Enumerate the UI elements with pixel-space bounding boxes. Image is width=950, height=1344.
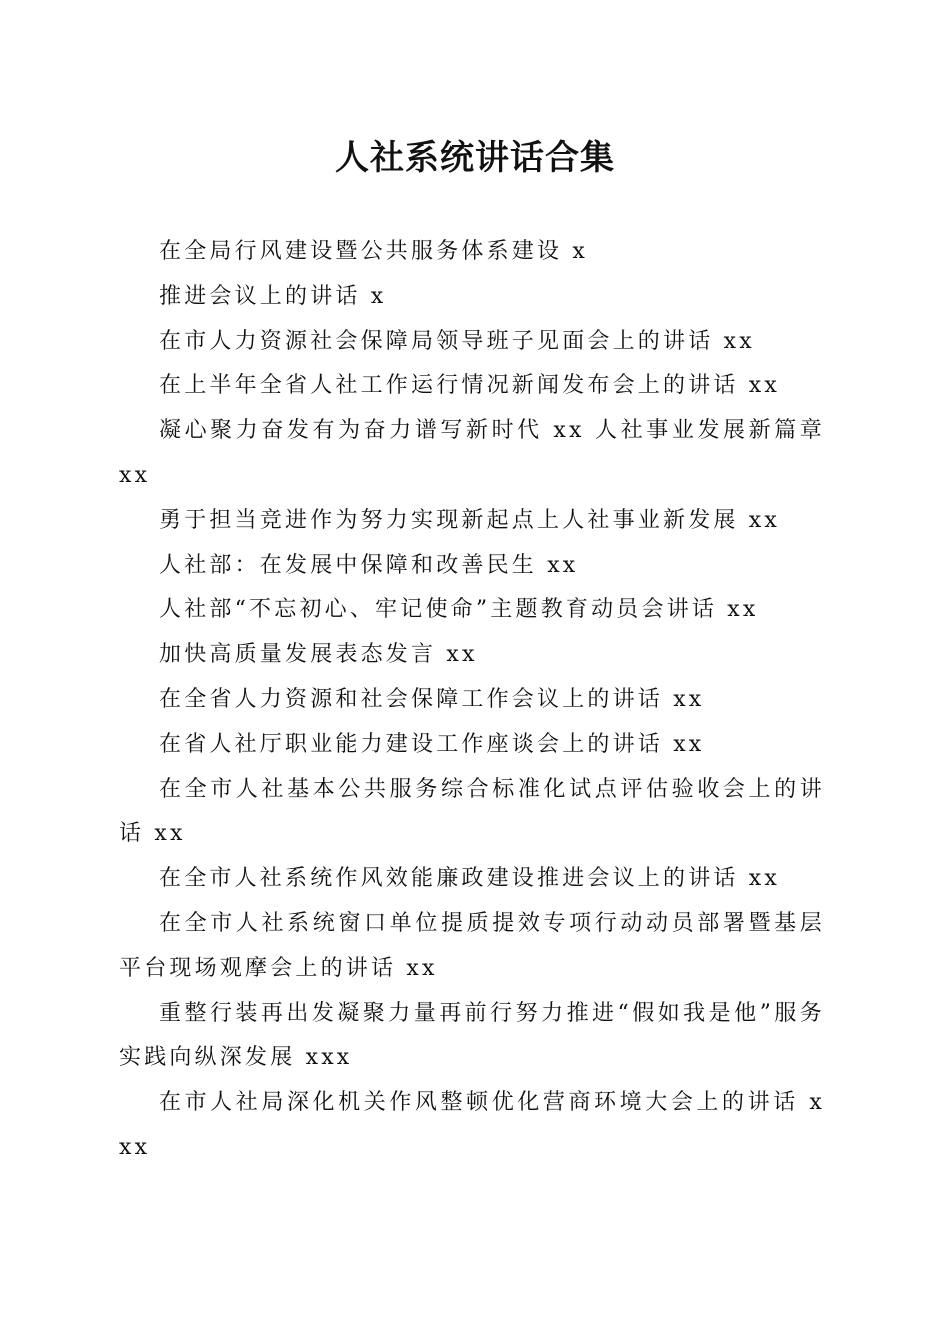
speech-entry: 在全省人力资源和社会保障工作会议上的讲话 xx — [159, 686, 705, 712]
speech-entry: 人社部“不忘初心、牢记使命”主题教育动员会讲话 xx — [159, 597, 759, 623]
speech-entry: 在全市人社系统窗口单位提质提效专项行动动员部署暨基层平台现场观摩会上的讲话 xx — [119, 910, 825, 981]
document-title: 人社系统讲话合集 — [335, 138, 615, 178]
speech-entry: 人社部：在发展中保障和改善民生 xx — [159, 552, 579, 578]
speech-entry: 加快高质量发展表态发言 xx — [159, 642, 478, 668]
speech-entry: 凝心聚力奋发有为奋力谱写新时代 xx 人社事业发展新篇章 xx — [119, 418, 825, 488]
speech-entry: 在全局行风建设暨公共服务体系建设 x — [159, 239, 589, 264]
speech-entry: 在市人力资源社会保障局领导班子见面会上的讲话 xx — [159, 328, 755, 354]
speech-entry: 在上半年全省人社工作运行情况新闻发布会上的讲话 xx — [159, 373, 781, 399]
speech-entry: 在省人社厅职业能力建设工作座谈会上的讲话 xx — [159, 731, 705, 757]
speech-entry: 在全市人社基本公共服务综合标准化试点评估验收会上的讲话 xx — [119, 776, 825, 847]
speech-list — [119, 230, 825, 1171]
speech-entry: 在全市人社系统作风效能廉政建设推进会议上的讲话 xx — [159, 866, 781, 892]
speech-entry: 重整行装再出发凝聚力量再前行努力推进“假如我是他”服务实践向纵深发展 xxx — [119, 1000, 825, 1071]
speech-entry: 在市人社局深化机关作风整顿优化营商环境大会上的讲话 xxx — [119, 1090, 825, 1160]
speech-entry: 推进会议上的讲话 x — [159, 283, 387, 309]
speech-entry: 勇于担当竞进作为努力实现新起点上人社事业新发展 xx — [159, 507, 781, 533]
